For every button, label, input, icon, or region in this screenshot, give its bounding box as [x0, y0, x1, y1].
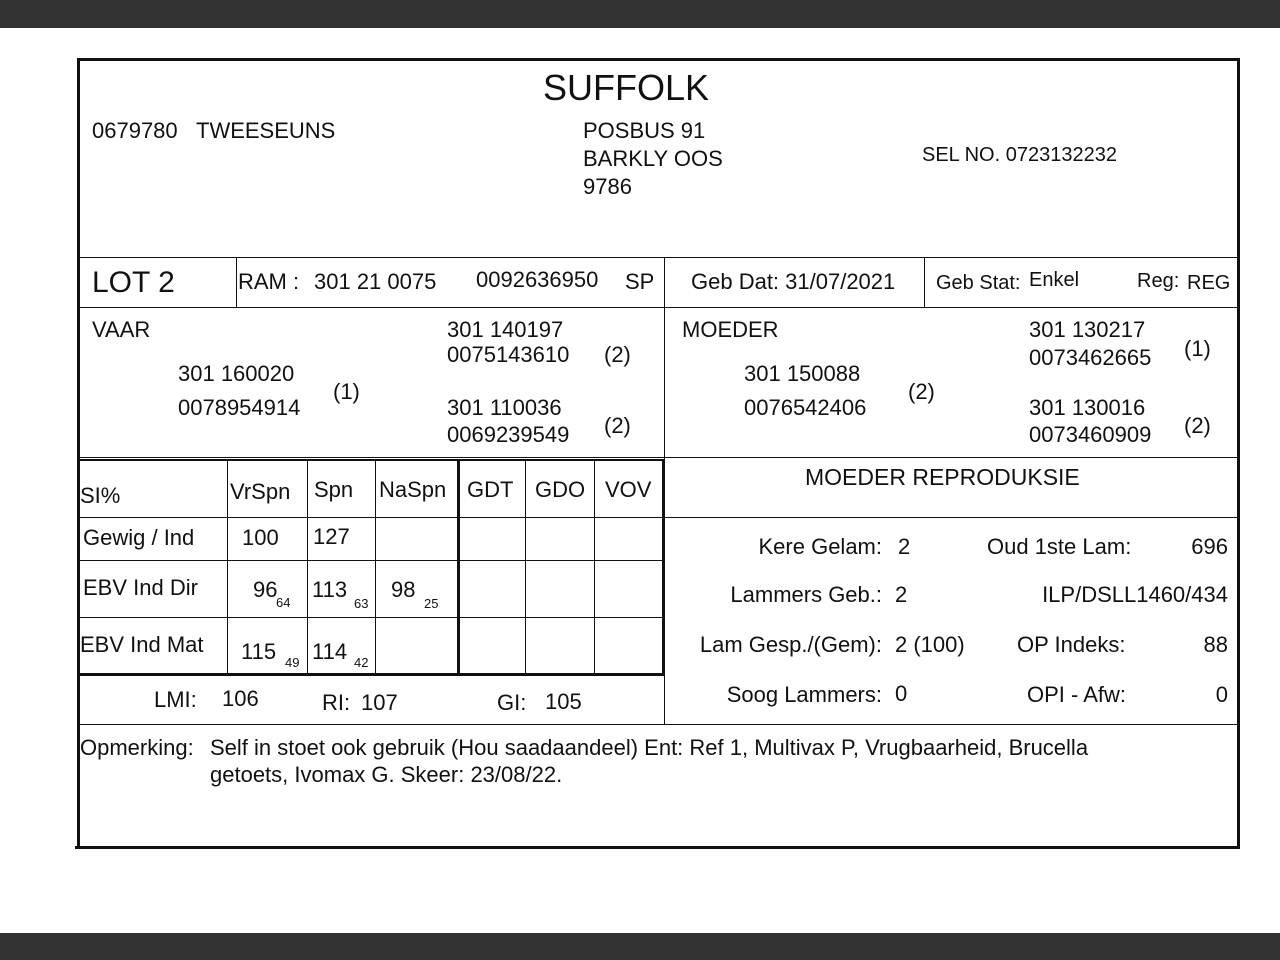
row-label-ebv-dir: EBV Ind Dir [83, 575, 198, 600]
reg-value: REG [1187, 272, 1231, 294]
remarks-line-2: getoets, Ivomax G. Skeer: 23/08/22. [210, 762, 563, 787]
header-spn: Spn [314, 477, 354, 502]
rule-col5 [525, 459, 526, 675]
rule-row3 [80, 617, 665, 618]
soog-value: 0 [895, 681, 908, 706]
kere-gelam-label: Kere Gelam: [758, 534, 882, 559]
remarks-line-1: Self in stoet ook gebruik (Hou saadaandeel) Ent: Ref 1, Multivax P, Vrugbaarheid, Brucella [210, 735, 1089, 760]
row-label-ebv-mat: EBV Ind Mat [80, 632, 204, 657]
bottom-bar [0, 933, 1280, 960]
ri-value: 107 [361, 690, 398, 715]
header-gdt: GDT [467, 477, 514, 502]
oud-value: 696 [1191, 534, 1228, 559]
ri-label: RI: [322, 690, 351, 715]
rule-remarks-top [80, 724, 1237, 725]
lot-label: LOT 2 [92, 266, 175, 299]
op-label: OP Indeks: [1017, 632, 1126, 657]
rule-lot-sep [236, 257, 237, 307]
breeder-name: TWEESEUNS [196, 118, 336, 143]
rule-gebstat-sep [924, 257, 925, 307]
ebv-mat-spn: 114 [312, 639, 348, 664]
moeder-reg: 0076542406 [744, 395, 867, 420]
sel-no: SEL NO. 0723132232 [922, 144, 1117, 166]
header-si: SI% [80, 483, 121, 508]
moeder-note: (2) [908, 379, 935, 404]
address-line-3: 9786 [583, 174, 632, 199]
ebv-dir-spn: 113 [312, 577, 348, 602]
ebv-dir-naspn: 98 [391, 577, 416, 602]
gewig-spn: 127 [313, 524, 350, 549]
ram-label: RAM : [238, 269, 300, 294]
ebv-mat-vrspn: 115 [241, 639, 277, 664]
frame-right [1237, 58, 1240, 849]
gi-value: 105 [545, 689, 582, 714]
vaar-note: (1) [333, 379, 360, 404]
lammers-geb-label: Lammers Geb.: [730, 582, 882, 607]
header-gdo: GDO [535, 477, 586, 502]
opi-value: 0 [1215, 682, 1228, 707]
vaar-sire-id: 301 140197 [447, 317, 564, 342]
rule-pedigree-bottom [80, 457, 1237, 458]
ebv-dir-spn-acc: 63 [354, 596, 369, 611]
gi-label: GI: [497, 690, 527, 715]
lam-gesp-label: Lam Gesp./(Gem): [699, 632, 882, 657]
ram-reg: 0092636950 [476, 267, 599, 292]
geb-stat-label: Geb Stat: [936, 272, 1021, 294]
rule-row2 [80, 560, 665, 561]
moeder-sire-note: (1) [1184, 336, 1211, 361]
lmi-value: 106 [222, 686, 259, 711]
address-line-2: BARKLY OOS [583, 146, 723, 171]
opi-label: OPI - Afw: [1027, 682, 1127, 707]
lam-gesp-value: 2 (100) [895, 632, 965, 657]
vaar-dam-id: 301 110036 [447, 395, 562, 420]
ebv-dir-naspn-acc: 25 [424, 596, 439, 611]
moeder-dam-reg: 0073460909 [1029, 422, 1152, 447]
lammers-geb-value: 2 [895, 582, 908, 607]
vaar-sire-reg: 0075143610 [447, 342, 570, 367]
ram-id: 301 21 0075 [314, 269, 437, 294]
rule-col1 [227, 459, 228, 675]
rule-col4 [457, 459, 460, 675]
ilp-value: ILP/DSLL1460/434 [1042, 582, 1228, 607]
moeder-dam-note: (2) [1184, 413, 1211, 438]
moeder-label: MOEDER [682, 317, 779, 342]
kere-gelam-value: 2 [898, 534, 911, 559]
address-line-1: POSBUS 91 [583, 118, 706, 143]
ebv-mat-spn-acc: 42 [354, 655, 369, 670]
ebv-dir-vrspn-acc: 64 [276, 595, 291, 610]
rule-lot-bottom [80, 307, 1237, 308]
vaar-sire-note: (2) [604, 342, 631, 367]
frame-bottom [75, 846, 1240, 849]
ebv-mat-vrspn-acc: 49 [285, 655, 300, 670]
breeder-code: 0679780 [92, 118, 178, 143]
moeder-sire-reg: 0073462665 [1029, 345, 1152, 370]
rule-row1 [80, 517, 665, 518]
remarks-label: Opmerking: [80, 735, 194, 760]
vaar-dam-note: (2) [604, 413, 631, 438]
vaar-id: 301 160020 [178, 361, 295, 386]
rule-col2 [307, 459, 308, 675]
reg-label: Reg: [1137, 270, 1180, 292]
rule-lot-top [80, 257, 1237, 258]
ram-type: SP [625, 269, 655, 294]
repro-title: MOEDER REPRODUKSIE [805, 464, 1080, 490]
rule-col7 [662, 459, 665, 675]
soog-label: Soog Lammers: [726, 682, 882, 707]
frame-left [77, 58, 80, 849]
moeder-sire-id: 301 130217 [1029, 317, 1146, 342]
rule-table-bottom [80, 673, 665, 676]
header-vrspn: VrSpn [230, 479, 291, 504]
geb-dat: Geb Dat: 31/07/2021 [691, 269, 896, 294]
rule-col6 [594, 459, 595, 675]
oud-label: Oud 1ste Lam: [987, 534, 1132, 559]
op-value: 88 [1203, 632, 1228, 657]
top-bar [0, 0, 1280, 28]
rule-col3 [375, 459, 376, 675]
vaar-reg: 0078954914 [178, 395, 301, 420]
rule-repro-title [665, 517, 1237, 518]
ebv-dir-vrspn: 96 [253, 577, 278, 602]
geb-stat: Enkel [1029, 269, 1080, 291]
vaar-dam-reg: 0069239549 [447, 422, 570, 447]
header-naspn: NaSpn [379, 477, 447, 502]
moeder-id: 301 150088 [744, 361, 861, 386]
frame-top [77, 58, 1240, 61]
moeder-dam-id: 301 130016 [1029, 395, 1146, 420]
header-vov: VOV [605, 477, 652, 502]
page-title: SUFFOLK [543, 67, 710, 108]
row-label-gewig: Gewig / Ind [83, 525, 195, 550]
gewig-vrspn: 100 [242, 525, 279, 550]
rule-table-top [80, 459, 665, 461]
lmi-label: LMI: [154, 687, 197, 712]
vaar-label: VAAR [92, 317, 151, 342]
